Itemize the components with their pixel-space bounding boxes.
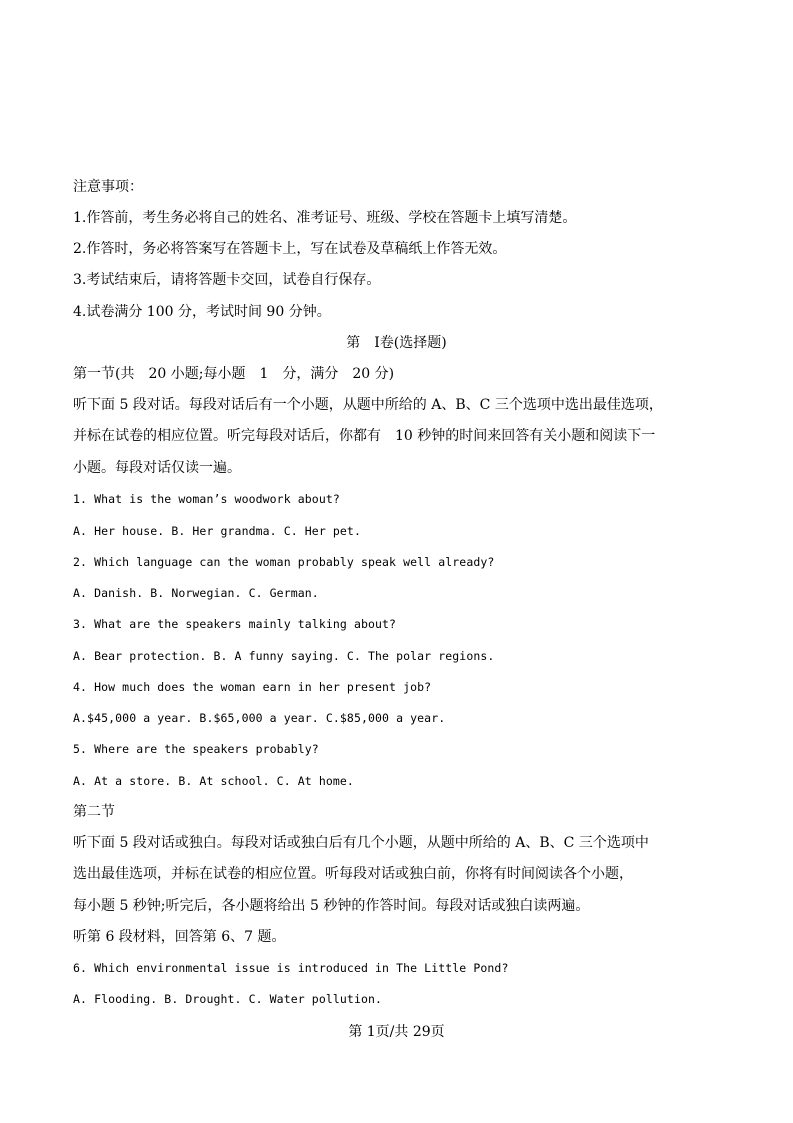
page-footer: 第 1页/共 29页 xyxy=(348,1024,445,1040)
notice-item: 3.考试结束后，请将答题卡交回，试卷自行保存。 xyxy=(73,272,381,288)
notice-item: 4.试卷满分 100 分，考试时间 90 分钟。 xyxy=(73,304,331,320)
notice-heading: 注意事项： xyxy=(73,179,143,195)
question-options: A. Flooding. B. Drought. C. Water pollution. xyxy=(73,992,383,1006)
part-title: 第 I卷(选择题) xyxy=(346,335,447,351)
notice-item: 1.作答前，考生务必将自己的姓名、准考证号、班级、学校在答题卡上填写清楚。 xyxy=(73,210,577,226)
question-text: 4. How much does the woman earn in her present job? xyxy=(73,680,432,694)
question-text: 5. Where are the speakers probably? xyxy=(73,742,319,756)
section1-instruction: 小题。每段对话仅读一遍。 xyxy=(73,460,241,476)
section2-instruction: 听下面 5 段对话或独白。每段对话或独白后有几个小题，从题中所给的 A、B、C 三个选项中 xyxy=(73,835,649,851)
question-text: 6. Which environmental issue is introduced in The Little Pond? xyxy=(73,961,509,975)
question-text: 3. What are the speakers mainly talking about? xyxy=(73,617,397,631)
question-options: A. At a store. B. At school. C. At home. xyxy=(73,774,354,788)
section2-instruction: 每小题 5 秒钟;听完后，各小题将给出 5 秒钟的作答时间。每段对话或独白读两遍。 xyxy=(73,898,590,914)
section1-heading: 第一节(共 20 小题;每小题 1 分，满分 20 分) xyxy=(73,366,395,382)
section1-instruction: 并标在试卷的相应位置。听完每段对话后，你都有 10 秒钟的时间来回答有关小题和阅读下一 xyxy=(73,428,656,444)
section2-instruction: 选出最佳选项，并标在试卷的相应位置。听每段对话或独白前，你将有时间阅读各个小题， xyxy=(73,866,633,882)
question-options: A. Bear protection. B. A funny saying. C. The polar regions. xyxy=(73,649,495,663)
material-intro: 听第 6 段材料，回答第 6、7 题。 xyxy=(73,929,286,945)
notice-item: 2.作答时，务必将答案写在答题卡上，写在试卷及草稿纸上作答无效。 xyxy=(73,241,507,257)
section1-instruction: 听下面 5 段对话。每段对话后有一个小题，从题中所给的 A、B、C 三个选项中选出最佳选项， xyxy=(73,397,663,413)
question-options: A.$45,000 a year. B.$65,000 a year. C.$85,000 a year. xyxy=(73,711,446,725)
section2-heading: 第二节 xyxy=(73,804,115,820)
question-options: A. Danish. B. Norwegian. C. German. xyxy=(73,586,319,600)
question-text: 2. Which language can the woman probably speak well already? xyxy=(73,555,495,569)
question-text: 1. What is the woman’s woodwork about? xyxy=(73,492,340,506)
question-options: A. Her house. B. Her grandma. C. Her pet. xyxy=(73,524,361,538)
